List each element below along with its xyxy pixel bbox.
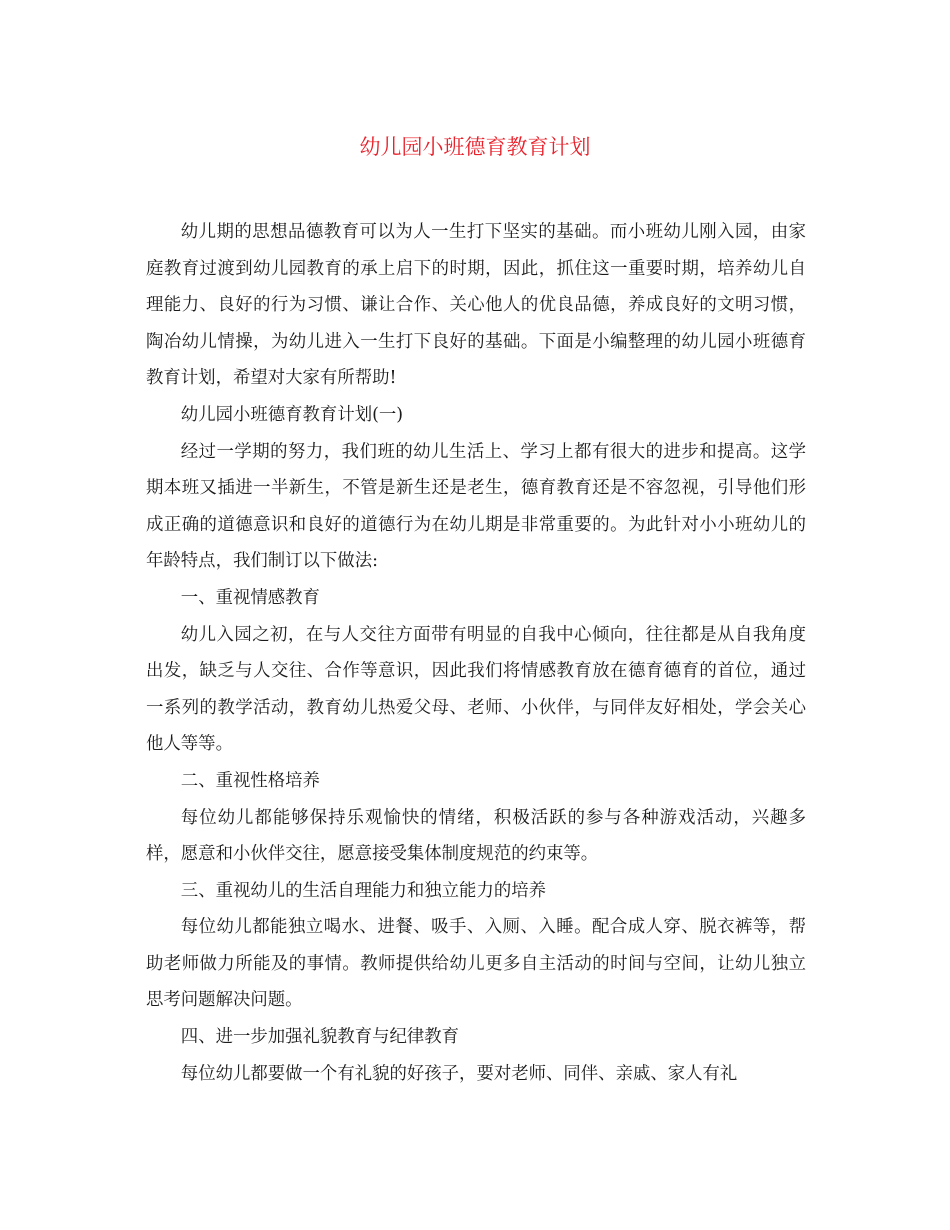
document-body xyxy=(146,214,806,1092)
intro-paragraph: 幼儿期的思想品德教育可以为人一生打下坚实的基础。而小班幼儿刚入园，由家庭教育过渡到幼儿园教育的承上启下的时期，因此，抓住这一重要时期，培养幼儿自理能力、良好的行为习惯、谦让合作、关心他人的优良品德，养成良好的文明习惯，陶冶幼儿情操，为幼儿进入一生打下良好的基础。下面是小编整理的幼儿园小班德育教育计划，希望对大家有所帮助! xyxy=(146,222,806,389)
section-paragraph-2: 每位幼儿都能够保持乐观愉快的情绪，积极活跃的参与各种游戏活动，兴趣多样，愿意和小伙伴交往，愿意接受集体制度规范的约束等。 xyxy=(146,807,806,865)
section-heading-2: 二、重视性格培养 xyxy=(180,770,320,791)
section-paragraph-4: 每位幼儿都要做一个有礼貌的好孩子，要对老师、同伴、亲戚、家人有礼 xyxy=(180,1063,738,1084)
section-paragraph-3: 每位幼儿都能独立喝水、进餐、吸手、入厕、入睡。配合成人穿、脱衣裤等，帮助老师做力所能及的事情。教师提供给幼儿更多自主活动的时间与空间，让幼儿独立思考问题解决问题。 xyxy=(146,917,806,1011)
overview-paragraph: 经过一学期的努力，我们班的幼儿生活上、学习上都有很大的进步和提高。这学期本班又插进一半新生，不管是新生还是老生，德育教育还是不容忽视，引导他们形成正确的道德意识和良好的道德行为在幼儿期是非常重要的。为此针对小小班幼儿的年龄特点，我们制订以下做法: xyxy=(146,441,806,572)
section-heading-1: 一、重视情感教育 xyxy=(180,587,320,608)
section-paragraph-1: 幼儿入园之初，在与人交往方面带有明显的自我中心倾向，往往都是从自我角度出发，缺乏与人交往、合作等意识，因此我们将情感教育放在德育德育的首位，通过一系列的教学活动，教育幼儿热爱父母、老师、小伙伴，与同伴友好相处，学会关心他人等等。 xyxy=(146,624,806,755)
plan-subtitle: 幼儿园小班德育教育计划(一) xyxy=(180,404,404,425)
document-title: 幼儿园小班德育教育计划 xyxy=(359,135,591,159)
section-heading-3: 三、重视幼儿的生活自理能力和独立能力的培养 xyxy=(180,880,547,901)
section-heading-4: 四、进一步加强礼貌教育与纪律教育 xyxy=(180,1027,460,1048)
